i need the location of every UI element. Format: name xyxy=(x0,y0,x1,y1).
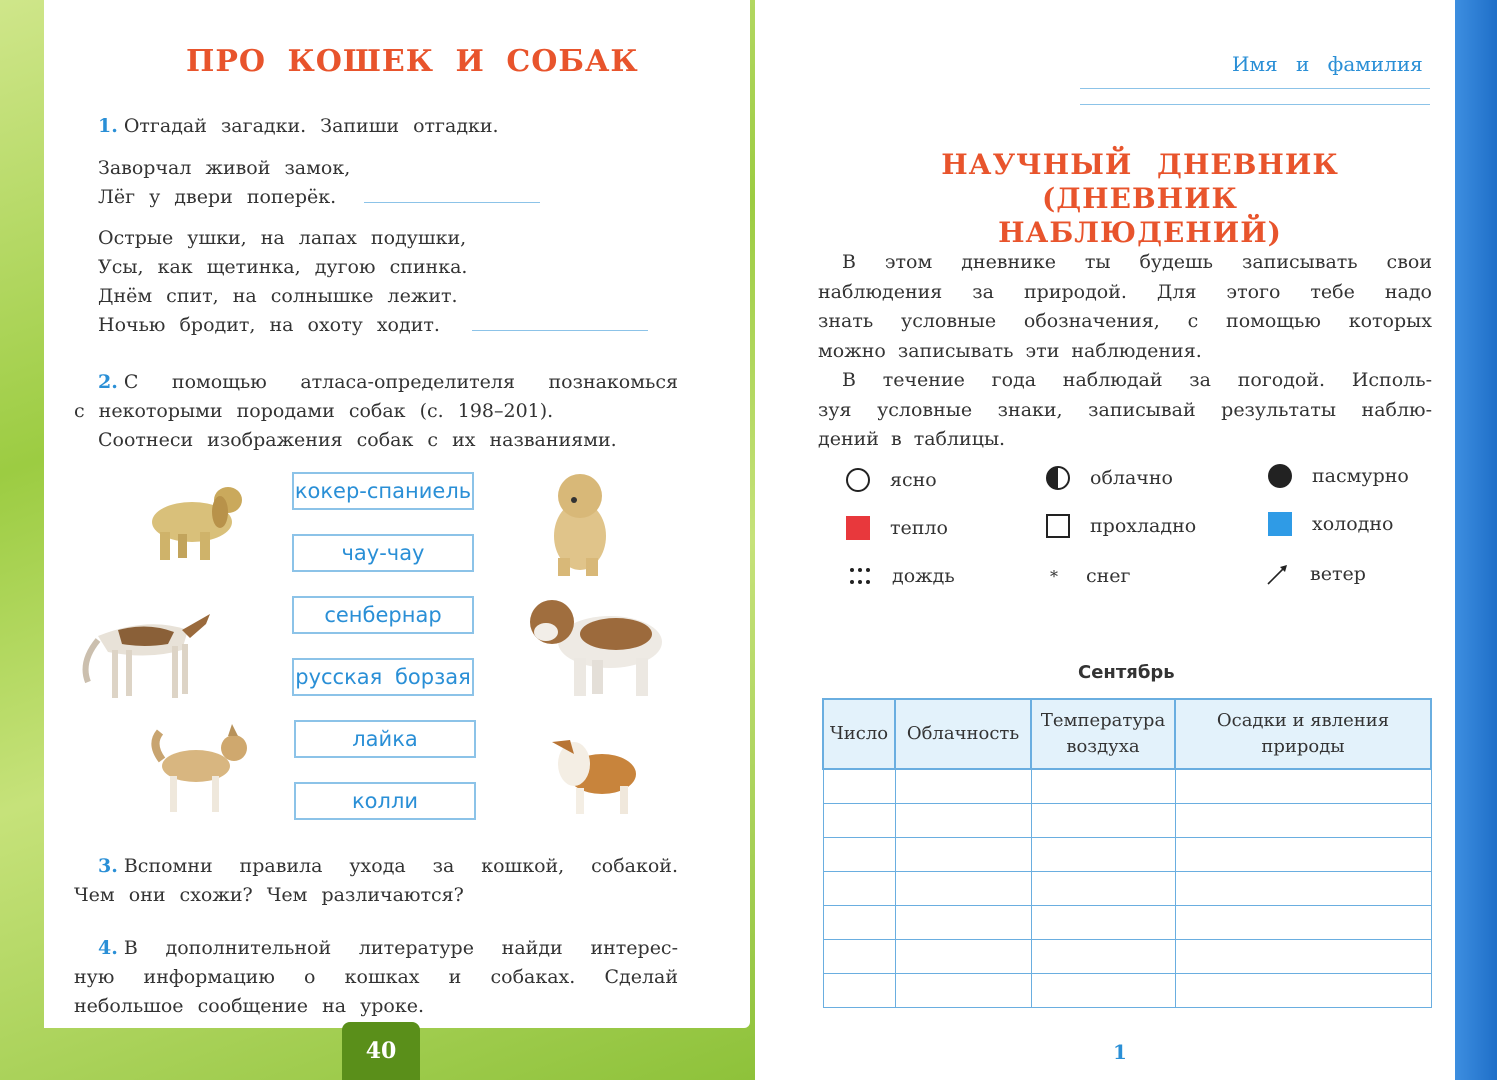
intro-paragraph xyxy=(818,248,1432,366)
table-row xyxy=(823,939,1431,973)
name-label: Имя и фамилия xyxy=(1232,52,1423,76)
warm-square-icon xyxy=(844,514,872,542)
table-row xyxy=(823,871,1431,905)
task-4-number: 4. xyxy=(98,937,118,959)
header-cloudiness: Облачность xyxy=(895,699,1031,769)
task-4-line-2: ную информацию о кошках и собаках. Сделай xyxy=(74,966,678,988)
legend-snow-label: снег xyxy=(1086,565,1131,587)
legend-cool xyxy=(1044,512,1196,540)
riddle-2-line-2: Усы, как щетинка, дугою спинка. xyxy=(98,256,468,278)
cool-square-icon xyxy=(1044,512,1072,540)
name-line-2[interactable] xyxy=(1080,104,1430,105)
intro-line-4: можно записывать эти наблюдения. xyxy=(818,339,1202,362)
breed-label-russian-borzoi[interactable]: русская борзая xyxy=(292,658,474,696)
diary-title xyxy=(900,148,1380,250)
collie-image xyxy=(544,724,646,818)
header-temperature: Температура воздуха xyxy=(1031,699,1175,769)
table-row xyxy=(823,803,1431,837)
task-4-line-1: В дополнительной литературе найди интерес- xyxy=(123,937,678,959)
intro-line-3: знать условные обозначения, с помощью которых xyxy=(818,310,1432,332)
month-title: Сентябрь xyxy=(1078,662,1175,683)
riddle-1-line-2: Лёг у двери поперёк. xyxy=(98,186,337,208)
intro-line-2: наблюдения за природой. Для этого тебе надо xyxy=(818,280,1432,303)
riddle-2-line-3: Днём спит, на солнышке лежит. xyxy=(98,285,458,307)
legend-wind-label: ветер xyxy=(1310,563,1366,585)
riddle-2 xyxy=(98,224,648,340)
task-2-line-2: с некоторыми породами собак (с. 198–201). xyxy=(74,400,554,422)
task-3-line-2: Чем они схожи? Чем различаются? xyxy=(74,884,464,906)
task-2-number: 2. xyxy=(98,371,118,393)
table-row xyxy=(823,973,1431,1007)
instruction-line-3: дений в таблицы. xyxy=(818,428,1006,450)
cold-square-icon xyxy=(1266,510,1294,538)
legend-rain-label: дождь xyxy=(892,565,955,587)
overcast-icon xyxy=(1266,462,1294,490)
left-page-title: ПРО КОШЕК И СОБАК xyxy=(186,44,639,79)
diary-title-line-2: (ДНЕВНИК НАБЛЮДЕНИЙ) xyxy=(998,182,1282,249)
legend-cool-label: прохладно xyxy=(1090,515,1197,537)
legend-cold-label: холодно xyxy=(1312,513,1394,535)
riddle-2-line-4: Ночью бродит, на охоту ходит. xyxy=(98,314,440,336)
task-1-number: 1. xyxy=(98,115,118,137)
name-line-1[interactable] xyxy=(1080,88,1430,89)
riddle-1-line-1: Заворчал живой замок, xyxy=(98,157,351,179)
legend-clear xyxy=(844,466,937,494)
riddle-2-line-1: Острые ушки, на лапах подушки, xyxy=(98,227,467,249)
legend-rain xyxy=(846,562,955,590)
cloudy-icon xyxy=(1044,464,1072,492)
legend-overcast xyxy=(1266,462,1409,490)
intro-line-1: В этом дневнике ты будешь записывать свои xyxy=(842,251,1432,273)
instruction-paragraph xyxy=(818,366,1432,455)
task-4-line-3: небольшое сообщение на уроке. xyxy=(74,995,425,1017)
legend-cold xyxy=(1266,510,1393,538)
legend-overcast-label: пасмурно xyxy=(1312,465,1409,487)
laika-image xyxy=(146,722,252,816)
task-3-number: 3. xyxy=(98,855,118,877)
task-2 xyxy=(74,368,678,455)
legend-snow xyxy=(1040,562,1131,590)
chow-chow-image xyxy=(538,470,618,578)
task-1-heading xyxy=(98,112,499,141)
riddle-1-answer-line[interactable] xyxy=(364,202,540,203)
header-date: Число xyxy=(823,699,895,769)
instruction-line-2: зуя условные знаки, записывай результаты наблю- xyxy=(818,398,1432,421)
task-2-line-1: С помощью атласа-определителя познакомься xyxy=(123,371,678,393)
table-row xyxy=(823,905,1431,939)
riddle-1 xyxy=(98,154,540,212)
instruction-line-1: В течение года наблюдай за погодой. Исполь- xyxy=(842,369,1432,391)
russian-borzoi-image xyxy=(78,586,214,704)
task-1-text: Отгадай загадки. Запиши отгадки. xyxy=(123,115,499,137)
table-row xyxy=(823,769,1431,803)
task-4 xyxy=(74,934,678,1021)
breed-label-laika[interactable]: лайка xyxy=(294,720,476,758)
saint-bernard-image xyxy=(524,588,670,700)
task-3 xyxy=(74,852,678,910)
wind-arrow-icon xyxy=(1264,560,1292,588)
diary-title-line-1: НАУЧНЫЙ ДНЕВНИК xyxy=(941,148,1339,181)
rain-dots-icon xyxy=(846,562,874,590)
breed-label-saint-bernard[interactable]: сенбернар xyxy=(292,596,474,634)
observation-table xyxy=(822,698,1432,1008)
task-2-line-3: Соотнеси изображения собак с их названиями. xyxy=(98,429,617,451)
legend-cloudy-label: облачно xyxy=(1090,467,1173,489)
right-page-number: 1 xyxy=(1113,1040,1127,1064)
riddle-2-answer-line[interactable] xyxy=(472,330,648,331)
legend-warm xyxy=(844,514,948,542)
legend-wind xyxy=(1264,560,1366,588)
clear-sky-icon xyxy=(844,466,872,494)
snowflake-icon: * xyxy=(1050,566,1058,586)
legend-clear-label: ясно xyxy=(890,469,937,491)
breed-label-cocker-spaniel[interactable]: кокер-спаниель xyxy=(292,472,474,510)
legend-cloudy xyxy=(1044,464,1173,492)
header-precipitation: Осадки и явления природы xyxy=(1175,699,1431,769)
left-page-number: 40 xyxy=(342,1022,420,1080)
table-row xyxy=(823,837,1431,871)
cocker-spaniel-image xyxy=(140,474,250,564)
right-page-edge xyxy=(1455,0,1497,1080)
breed-label-chow-chow[interactable]: чау-чау xyxy=(292,534,474,572)
breed-label-collie[interactable]: колли xyxy=(294,782,476,820)
task-3-line-1: Вспомни правила ухода за кошкой, собакой. xyxy=(123,855,678,877)
legend-warm-label: тепло xyxy=(890,517,948,539)
